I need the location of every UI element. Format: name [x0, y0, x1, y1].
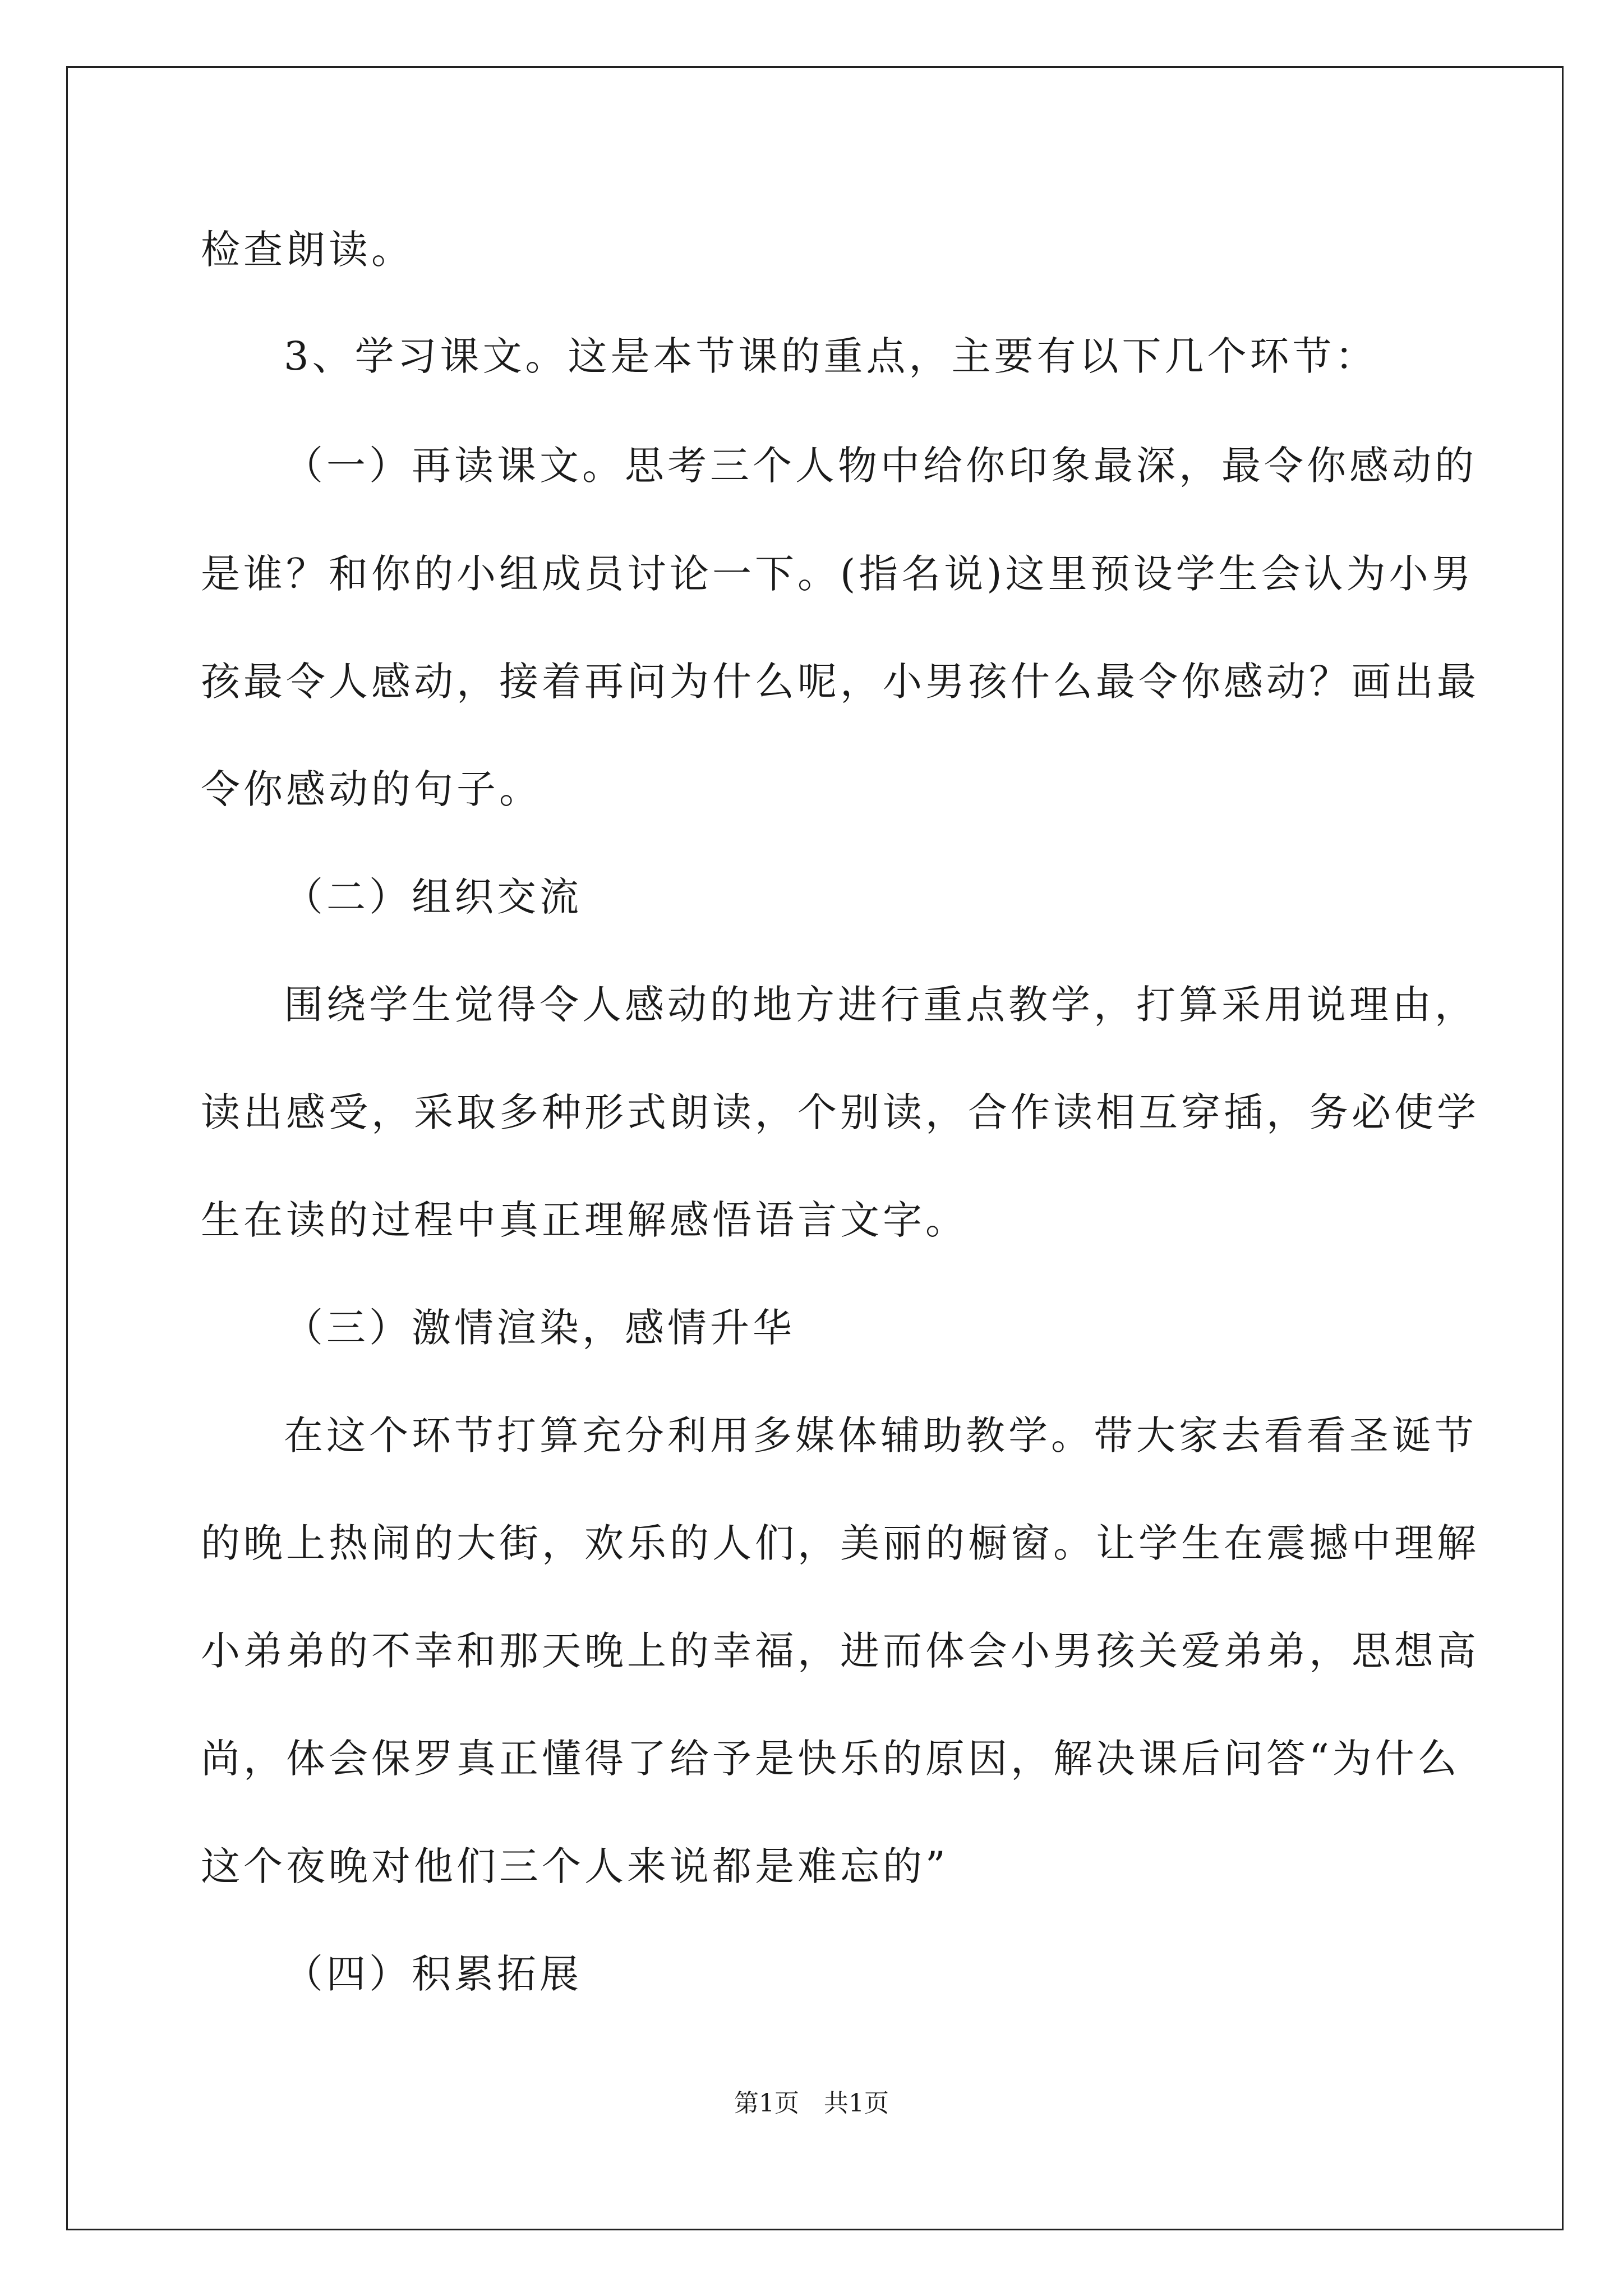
text-line: 小弟弟的不幸和那天晚上的幸福，进而体会小男孩关爱弟弟，思想高	[201, 1628, 1479, 1674]
text-line: 在这个环节打算充分利用多媒体辅助教学。带大家去看看圣诞节	[284, 1412, 1477, 1458]
text-line: 尚，体会保罗真正懂得了给予是快乐的原因，解决课后问答“为什么	[201, 1736, 1460, 1782]
text-line: 围绕学生觉得令人感动的地方进行重点教学，打算采用说理由，	[284, 982, 1477, 1028]
text-line: 生在读的过程中真正理解感悟语言文字。	[201, 1197, 968, 1243]
text-line: 是谁？和你的小组成员讨论一下。(指名说)这里预设学生会认为小男	[201, 551, 1474, 597]
text-line: 这个夜晚对他们三个人来说都是难忘的”	[201, 1843, 949, 1889]
page-border	[66, 66, 1564, 2230]
text-line: （二）组织交流	[284, 874, 582, 920]
text-line: （三）激情渲染，感情升华	[284, 1305, 795, 1351]
text-line: 3、学习课文。这是本节课的重点，主要有以下几个环节：	[284, 333, 1378, 379]
text-line: （四）积累拓展	[284, 1951, 582, 1997]
text-line: 的晚上热闹的大街，欢乐的人们，美丽的橱窗。让学生在震撼中理解	[201, 1520, 1479, 1566]
text-line: 检查朗读。	[201, 227, 414, 273]
text-line: 读出感受，采取多种形式朗读，个别读，合作读相互穿插，务必使学	[201, 1089, 1479, 1135]
text-line: （一）再读课文。思考三个人物中给你印象最深，最令你感动的	[284, 443, 1477, 489]
page-number-footer: 第1页 共1页	[734, 2089, 889, 2118]
text-line: 令你感动的句子。	[201, 766, 542, 812]
text-line: 孩最令人感动，接着再问为什么呢，小男孩什么最令你感动？画出最	[201, 659, 1479, 705]
